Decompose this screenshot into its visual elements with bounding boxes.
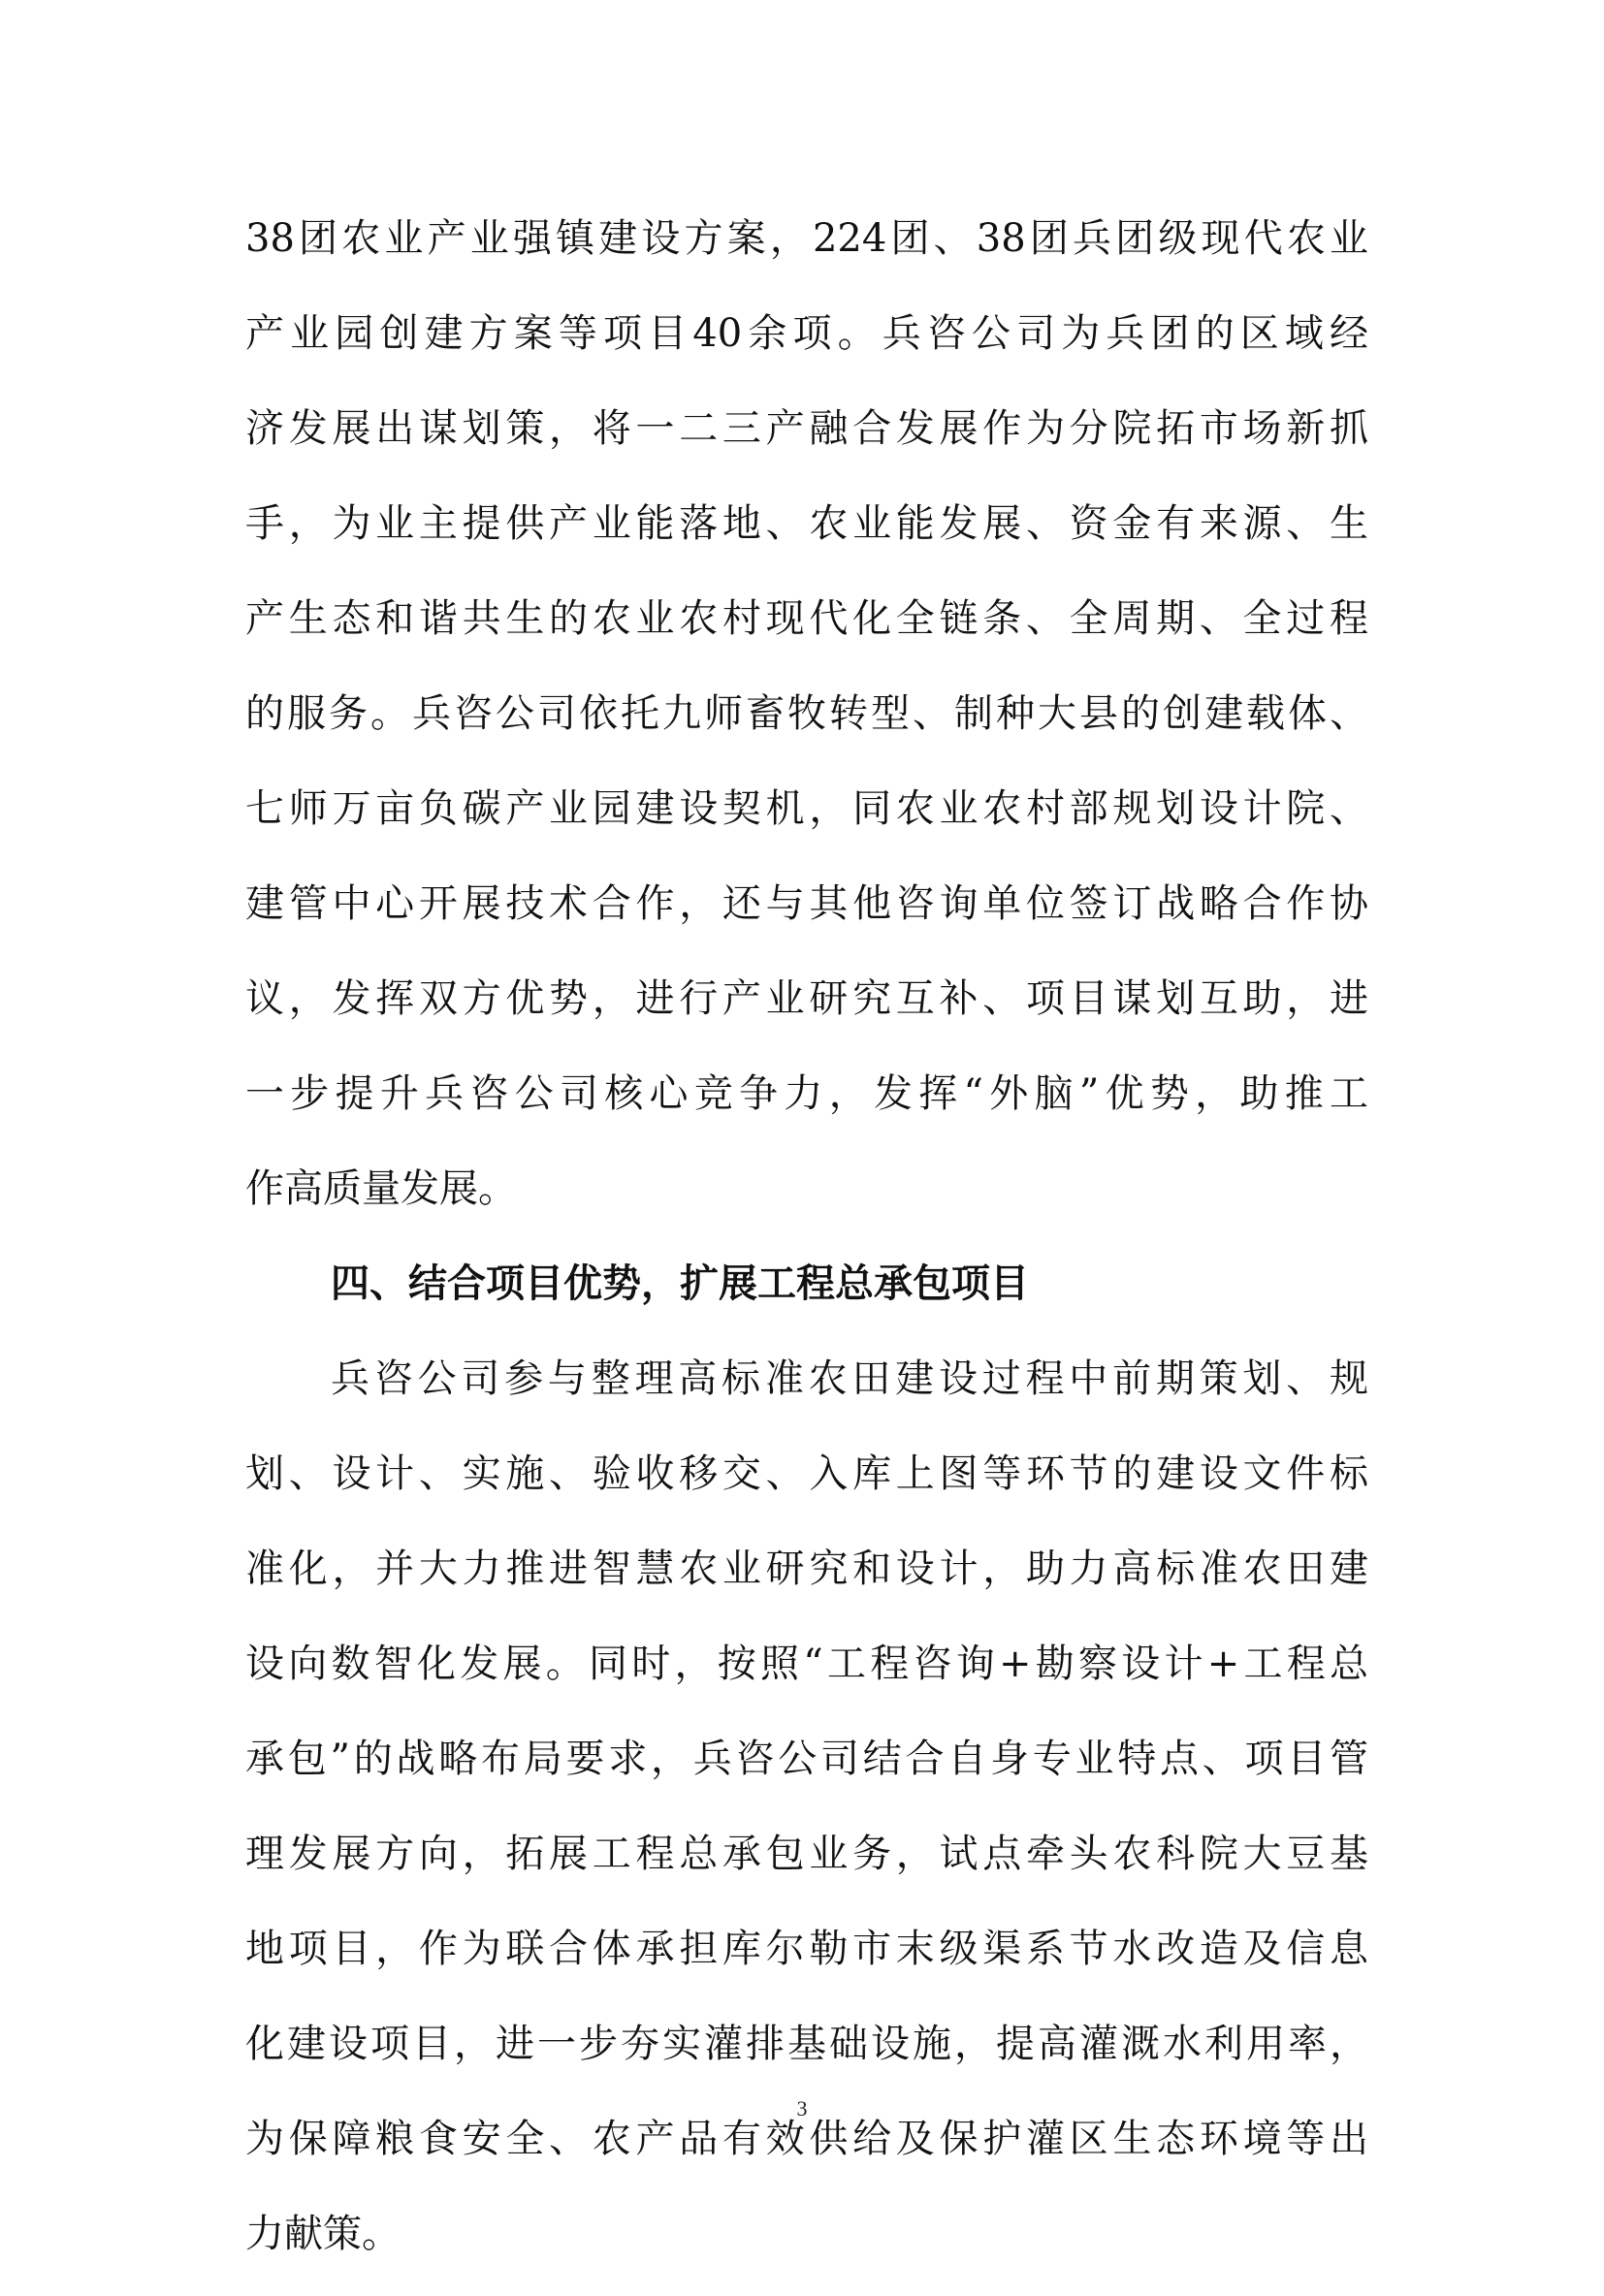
paragraph-line: 议，发挥双方优势，进行产业研究互补、项目谋划互助，进 [245, 976, 1368, 1021]
paragraph-line: 准化，并大力推进智慧农业研究和设计，助力高标准农田建 [245, 1547, 1368, 1591]
page-number: 3 [796, 2096, 808, 2121]
paragraph-line: 设向数智化发展。同时，按照“工程咨询+勘察设计+工程总 [245, 1642, 1368, 1686]
paragraph-line: 38团农业产业强镇建设方案，224团、38团兵团级现代农业 [245, 216, 1368, 261]
paragraph-line: 一步提升兵咨公司核心竞争力，发挥“外脑”优势，助推工 [245, 1071, 1368, 1116]
paragraph-continued [245, 206, 1368, 1251]
paragraph-line: 地项目，作为联合体承担库尔勒市末级渠系节水改造及信息 [245, 1927, 1368, 1971]
paragraph-engineering [245, 1346, 1368, 2296]
paragraph-line: 力献策。 [245, 2212, 401, 2256]
paragraph-line: 的服务。兵咨公司依托九师畜牧转型、制种大县的创建载体、 [245, 691, 1368, 736]
paragraph-line: 济发展出谋划策，将一二三产融合发展作为分院拓市场新抓 [245, 406, 1368, 451]
paragraph-line: 承包”的战略布局要求，兵咨公司结合自身专业特点、项目管 [245, 1737, 1368, 1781]
paragraph-line: 划、设计、实施、验收移交、入库上图等环节的建设文件标 [245, 1451, 1368, 1496]
paragraph-line: 理发展方向，拓展工程总承包业务，试点牵头农科院大豆基 [245, 1832, 1368, 1876]
paragraph-line: 产生态和谐共生的农业农村现代化全链条、全周期、全过程 [245, 596, 1368, 641]
section-heading: 四、结合项目优势，扩展工程总承包项目 [331, 1261, 1029, 1306]
paragraph-line: 建管中心开展技术合作，还与其他咨询单位签订战略合作协 [245, 881, 1368, 926]
paragraph-line: 兵咨公司参与整理高标准农田建设过程中前期策划、规 [331, 1356, 1368, 1401]
paragraph-line: 产业园创建方案等项目40余项。兵咨公司为兵团的区域经 [245, 311, 1368, 356]
paragraph-line: 为保障粮食安全、农产品有效供给及保护灌区生态环境等出 [245, 2117, 1368, 2161]
paragraph-line: 化建设项目，进一步夯实灌排基础设施，提高灌溉水利用率， [245, 2022, 1368, 2066]
paragraph-line: 手，为业主提供产业能落地、农业能发展、资金有来源、生 [245, 501, 1368, 546]
paragraph-line: 作高质量发展。 [245, 1166, 517, 1211]
paragraph-line: 七师万亩负碳产业园建设契机，同农业农村部规划设计院、 [245, 786, 1368, 831]
page-body [245, 206, 1368, 2296]
